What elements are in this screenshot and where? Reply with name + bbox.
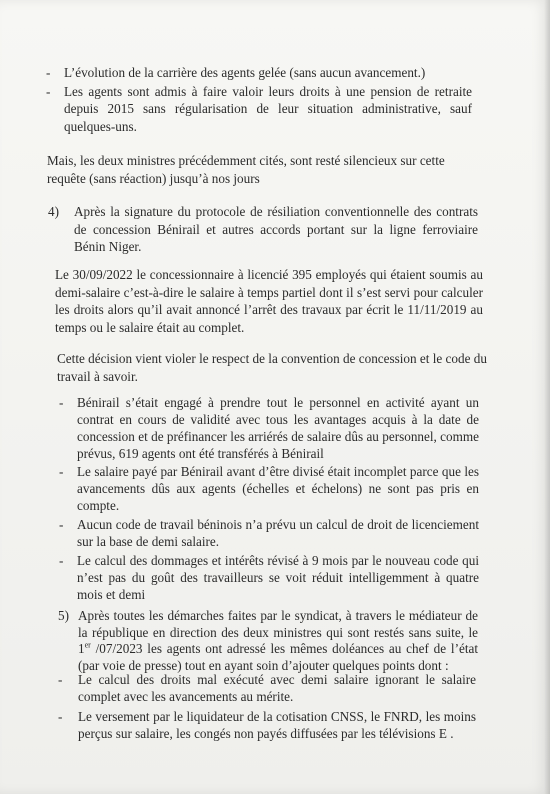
paragraph-licenciement bbox=[55, 266, 483, 336]
bullet-dash: - bbox=[46, 65, 51, 80]
bullet-dash: - bbox=[59, 517, 64, 532]
violation-bullet-list bbox=[59, 394, 479, 603]
list-item bbox=[59, 516, 479, 550]
paragraph-text: Le 30/09/2022 le concessionnaire à licencié 395 employés qui étaient soumis au demi-salaire c’est-à-dire le salaire à temps partiel dont il s’est servi pour calculer les droits alors qu’il avait annoncé l’arrêt des travaux par écrit le 11/11/2019 au temps ou le salaire était au complet. bbox=[55, 267, 483, 335]
paragraph-ministres bbox=[47, 152, 477, 187]
date-day: 1 bbox=[78, 641, 85, 656]
list-item-text: L’évolution de la carrière des agents gelée (sans aucun avancement.) bbox=[64, 65, 426, 80]
list-item bbox=[59, 552, 479, 603]
date-superscript: er bbox=[84, 640, 91, 650]
bullet-dash: - bbox=[59, 553, 64, 568]
list-item-text: Le calcul des dommages et intérêts révisé à 9 mois par le nouveau code qui n’est pas du goût des travailleurs se voit réduit intelligemment à quatre mois et demi bbox=[77, 553, 479, 602]
section-number: 4) bbox=[48, 204, 59, 219]
list-item bbox=[58, 672, 476, 705]
list-item bbox=[58, 709, 476, 742]
paragraph-text: Mais, les deux ministres précédemment cités, sont resté silencieux sur cette requête (sans réaction) jusqu’à nos jours bbox=[47, 153, 445, 186]
section-4 bbox=[48, 203, 478, 256]
section-text: Après toutes les démarches faites par le syndicat, à travers le médiateur de la république en direction des deux ministres qui sont restés sans suite, le bbox=[78, 608, 478, 640]
section-text: Après la signature du protocole de résiliation conventionnelle des contrats de concession Bénirail et autres accords portant sur la ligne ferroviaire Bénin Niger. bbox=[74, 204, 478, 254]
bullet-dash: - bbox=[59, 395, 64, 410]
section-text-continued: /07/2023 les agents ont adressé les mêmes doléances au chef de l’état (par voie de presse) tout en ayant soin d’ajouter quelques points dont : bbox=[78, 641, 478, 673]
intro-bullet-list bbox=[46, 64, 472, 135]
list-item bbox=[59, 394, 479, 462]
list-item bbox=[46, 83, 472, 136]
bullet-dash: - bbox=[58, 672, 63, 687]
bullet-dash: - bbox=[59, 464, 64, 479]
list-item-text: Bénirail s’était engagé à prendre tout le personnel en activité ayant un contrat en cours de validité avec tous les avantages acquis à la date de concession et de préfinancer les arriérés de salaire dûs au personnel, comme prévus, 619 agents ont été transférés à Bénirail bbox=[77, 395, 479, 461]
list-item bbox=[46, 64, 472, 82]
paragraph-text: Cette décision vient violer le respect de la convention de concession et le code du travail à savoir. bbox=[57, 351, 487, 384]
list-item-text: Le calcul des droits mal exécuté avec demi salaire ignorant le salaire complet avec les avancements au mérite. bbox=[78, 672, 476, 704]
list-item-text: Le versement par le liquidateur de la cotisation CNSS, le FNRD, les moins perçus sur salaire, les congés non payés diffusées par les télévisions E . bbox=[78, 709, 476, 741]
bullet-dash: - bbox=[46, 83, 51, 99]
bullet-dash: - bbox=[58, 709, 63, 724]
section-5 bbox=[58, 608, 478, 674]
final-bullet-list bbox=[58, 672, 476, 742]
section-number: 5) bbox=[58, 608, 69, 623]
list-item-text: Les agents sont admis à faire valoir leurs droits à une pension de retraite depuis 2015 sans régularisation de leur situation administrative, sauf quelques-uns. bbox=[64, 83, 472, 134]
list-item-text: Le salaire payé par Bénirail avant d’être divisé était incomplet parce que les avancements dûs aux agents (échelles et échelons) ne sont pas pris en compte. bbox=[77, 464, 479, 513]
list-item-text: Aucun code de travail béninois n’a prévu un calcul de droit de licenciement sur la base de demi salaire. bbox=[77, 517, 479, 549]
list-item bbox=[59, 463, 479, 514]
paragraph-decision bbox=[57, 350, 487, 385]
